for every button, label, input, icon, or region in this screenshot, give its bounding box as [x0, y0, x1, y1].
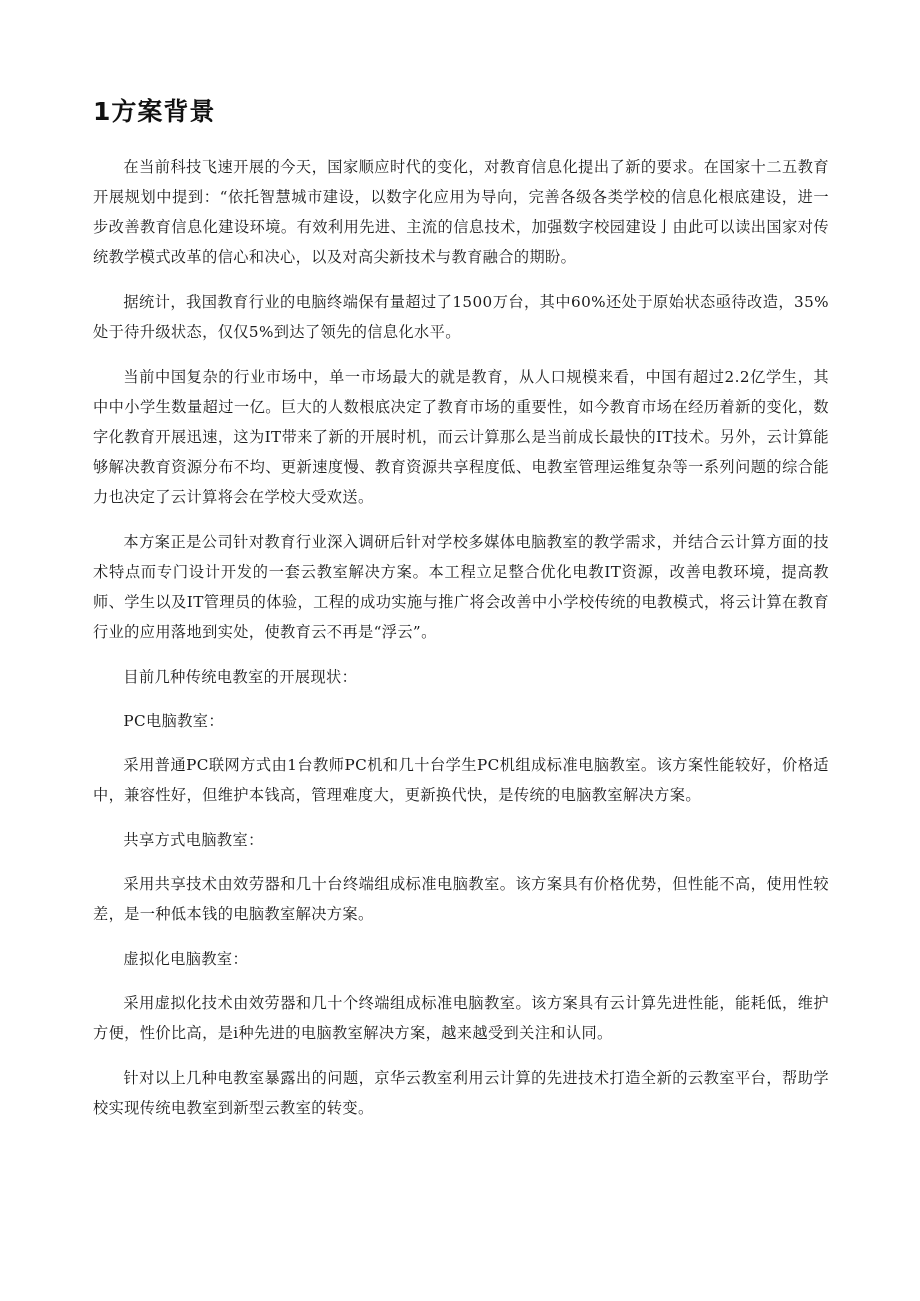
- section-heading: 1方案背景: [93, 97, 216, 126]
- paragraph-solution: 本方案正是公司针对教育行业深入调研后针对学校多媒体电脑教室的教学需求，并结合云计算方面的技术特点而专门设计开发的一套云教室解决方案。本工程立足整合优化电教IT资源，改善电教环境，提高教师、学生以及IT管理员的体验，工程的成功实施与推广将会改善中小学校传统的电教模式，将云计算在教育行业的应用落地到实处，使教育云不再是“浮云”。: [93, 533, 829, 641]
- paragraph-virtual-classroom: 采用虚拟化技术由效劳器和几十个终端组成标准电脑教室。该方案具有云计算先进性能，能耗低，维护方便，性价比高，是i种先进的电脑教室解决方案，越来越受到关注和认同。: [93, 994, 829, 1042]
- paragraph-market: 当前中国复杂的行业市场中，单一市场最大的就是教育，从人口规模来看，中国有超过2.2亿学生，其中中小学生数量超过一亿。巨大的人数根底决定了教育市场的重要性，如今教育市场在经历着新的变化，数字化教育开展迅速，这为IT带来了新的开展时机，而云计算那么是当前成长最快的IT技术。另外，云计算能够解决教育资源分布不均、更新速度慢、教育资源共享程度低、电教室管理运维复杂等一系列问题的综合能力也决定了云计算将会在学校大受欢送。: [93, 368, 829, 506]
- subheading-pc-classroom: PC电脑教室：: [123, 712, 224, 730]
- paragraph-conclusion: 针对以上几种电教室暴露出的问题，京华云教室利用云计算的先进技术打造全新的云教室平台，帮助学校实现传统电教室到新型云教室的转变。: [93, 1069, 829, 1117]
- subheading-virtual-classroom: 虚拟化电脑教室：: [123, 950, 249, 968]
- body-text: [93, 152, 829, 1138]
- subheading-shared-classroom: 共享方式电脑教室：: [123, 831, 264, 849]
- paragraph-shared-classroom: 采用共享技术由效劳器和几十台终端组成标准电脑教室。该方案具有价格优势，但性能不高，使用性较差，是一种低本钱的电脑教室解决方案。: [93, 875, 829, 923]
- paragraph-pc-classroom: 采用普通PC联网方式由1台教师PC机和几十台学生PC机组成标准电脑教室。该方案性能较好，价格适中，兼容性好，但维护本钱高，管理难度大，更新换代快，是传统的电脑教室解决方案。: [93, 756, 829, 804]
- paragraph-status-intro: 目前几种传统电教室的开展现状：: [123, 668, 358, 686]
- paragraph-background: 在当前科技飞速开展的今天，国家顺应时代的变化，对教育信息化提出了新的要求。在国家十二五教育开展规划中提到：“依托智慧城市建设，以数字化应用为导向，完善各级各类学校的信息化根底建设，进一步改善教育信息化建设环境。有效利用先进、主流的信息技术，加强数字校园建设亅由此可以读出国家对传统教学模式改革的信心和决心，以及对高尖新技术与教育融合的期盼。: [93, 158, 829, 266]
- paragraph-statistics: 据统计，我国教育行业的电脑终端保有量超过了1500万台，其中60%还处于原始状态亟待改造，35%处于待升级状态，仅仅5%到达了领先的信息化水平。: [93, 293, 829, 341]
